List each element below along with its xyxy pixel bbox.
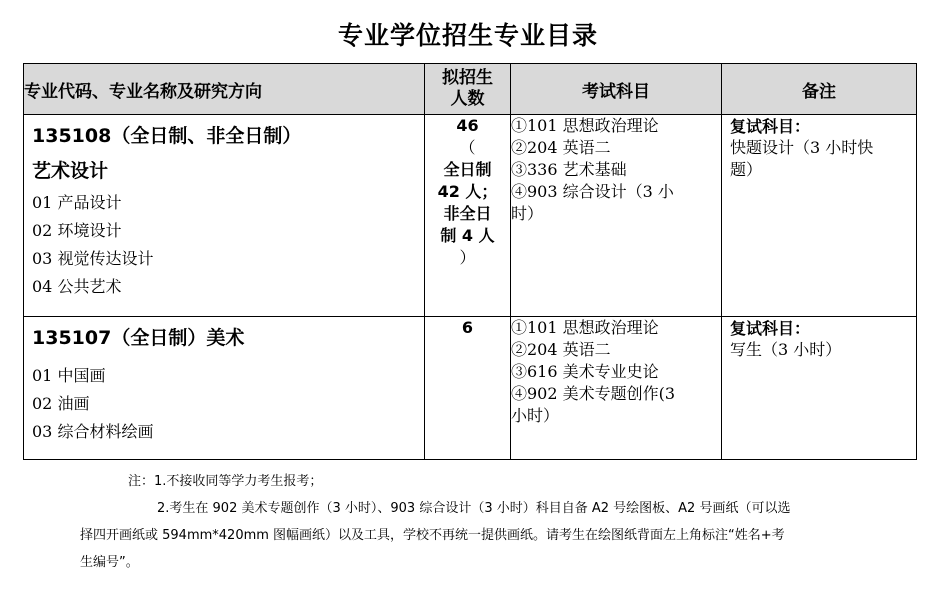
subject-item: 小时） [511, 406, 560, 425]
subject-item: ③616 美术专业史论 [511, 362, 659, 381]
major-cell [24, 115, 425, 317]
quota-line: 制 4 人 [440, 226, 495, 245]
quota-cell [425, 317, 511, 460]
direction-item: 03 视觉传达设计 [32, 249, 154, 268]
notes-cell [722, 115, 917, 317]
subject-item: ①101 思想政治理论 [511, 116, 659, 135]
major-code: 135107（全日制）美术 [32, 327, 245, 349]
header-quota [425, 64, 511, 115]
note-line: 写生（3 小时） [730, 340, 842, 359]
note-heading: 复试科目： [730, 117, 811, 136]
quota-cell [425, 115, 511, 317]
subjects-cell [511, 115, 722, 317]
quota-line: （ [459, 138, 476, 157]
catalog-table [23, 63, 917, 460]
footnote-line: 2.考生在 902 美术专题创作（3 小时）、903 综合设计（3 小时）科目自备 A2 号绘图板、A2 号画纸（可以选 [157, 501, 791, 516]
footnote-line: 注：1.不接收同等学力考生报考； [128, 474, 323, 489]
major-name: 艺术设计 [32, 160, 109, 182]
quota-line: 全日制 [443, 160, 492, 179]
footnotes [80, 468, 870, 576]
quota-line: ） [459, 248, 476, 267]
note-heading: 复试科目： [730, 319, 811, 338]
notes-cell [722, 317, 917, 460]
direction-item: 01 中国画 [32, 366, 106, 385]
subject-item: ④902 美术专题创作(3 [511, 384, 676, 403]
footnote-line: 择四开画纸或 594mm*420mm 图幅画纸）以及工具，学校不再统一提供画纸。请考生在绘图纸背面左上角标注“姓名+考 [80, 528, 785, 543]
subject-item: ②204 英语二 [511, 340, 611, 359]
table-header-row [24, 64, 917, 115]
direction-item: 03 综合材料绘画 [32, 422, 154, 441]
note-line: 题） [730, 160, 763, 179]
subject-item: ④903 综合设计（3 小 [511, 182, 674, 201]
direction-item: 04 公共艺术 [32, 277, 122, 296]
major-cell [24, 317, 425, 460]
table-row [24, 115, 917, 317]
quota-line: 46 [456, 116, 479, 135]
quota-line: 非全日 [443, 204, 492, 223]
quota-line: 42 人； [437, 182, 498, 201]
subject-item: ②204 英语二 [511, 138, 611, 157]
header-subjects: 考试科目 [511, 64, 722, 115]
subject-item: 时） [511, 204, 544, 223]
direction-item: 01 产品设计 [32, 193, 122, 212]
table-row [24, 317, 917, 460]
subject-item: ③336 艺术基础 [511, 160, 627, 179]
subjects-cell [511, 317, 722, 460]
page-title: 专业学位招生专业目录 [337, 21, 598, 50]
subject-item: ①101 思想政治理论 [511, 318, 659, 337]
direction-item: 02 环境设计 [32, 221, 122, 240]
footnote-line: 生编号”。 [80, 555, 139, 570]
major-code: 135108（全日制、非全日制） [32, 125, 302, 147]
header-major: 专业代码、专业名称及研究方向 [24, 64, 425, 115]
note-line: 快题设计（3 小时快 [730, 138, 874, 157]
header-quota-line2: 人数 [450, 89, 485, 109]
header-notes: 备注 [722, 64, 917, 115]
quota-line: 6 [461, 318, 474, 337]
header-quota-line1: 拟招生 [442, 68, 493, 88]
direction-item: 02 油画 [32, 394, 90, 413]
